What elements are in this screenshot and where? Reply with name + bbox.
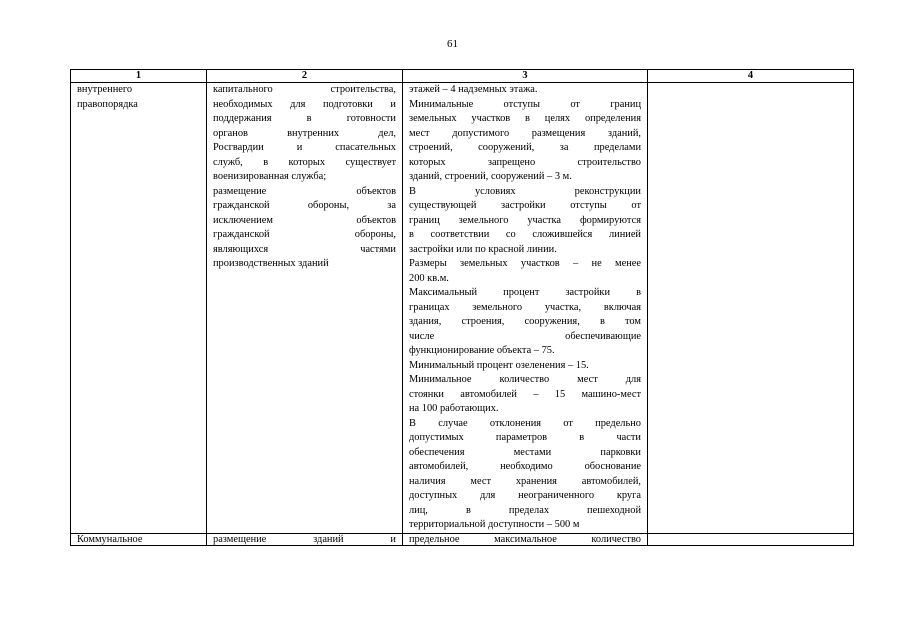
parameter-line: автомобилей, необходимо обоснование — [409, 461, 641, 472]
description-line: Росгвардии и спасательных — [213, 142, 396, 153]
use-type-line: внутреннего — [77, 84, 133, 95]
description-line: размещение объектов — [213, 185, 396, 197]
table-row — [71, 533, 854, 545]
parameter-line: предельное максимальное количество — [409, 533, 641, 545]
parameter-line: наличия мест хранения автомобилей, — [409, 475, 641, 487]
cell-parameters — [403, 83, 648, 534]
table-header-row — [71, 70, 854, 83]
page-number: 61 — [447, 38, 458, 50]
parameter-line: допустимых параметров в части — [409, 432, 641, 443]
description-line: органов внутренних дел, — [213, 127, 396, 139]
description-line: гражданской обороны, за — [213, 200, 396, 211]
description-line: поддержания в готовности — [213, 113, 396, 124]
parameter-line: В условиях реконструкции — [409, 185, 641, 197]
description-line: исключением объектов — [213, 214, 396, 226]
cell-description — [207, 533, 403, 545]
parameter-line: Максимальный процент застройки в — [409, 287, 641, 298]
parameter-line: в соответствии со сложившейся линией — [409, 229, 641, 240]
parameter-line: строений, сооружений, за пределами — [409, 142, 641, 153]
parameter-line: обеспечения местами парковки — [409, 446, 641, 458]
parameter-line: Размеры земельных участков – не менее — [409, 258, 641, 269]
parameter-line: В случае отклонения от предельно — [409, 417, 641, 429]
use-type-line: правопорядка — [77, 98, 138, 110]
column-header-2: 2 — [207, 70, 403, 83]
parameter-line: Минимальное количество мест для — [409, 374, 641, 385]
description-line: военизированная служба; — [213, 171, 327, 182]
parameter-line: границ земельного участка формируются — [409, 214, 641, 226]
cell-notes — [648, 83, 854, 534]
cell-parameters — [403, 533, 648, 545]
parameter-line: земельных участков в целях определения — [409, 113, 641, 124]
cell-use-type — [71, 533, 207, 545]
column-header-1: 1 — [71, 70, 207, 83]
description-line: необходимых для подготовки и — [213, 98, 396, 110]
description-line: производственных зданий — [213, 258, 329, 269]
description-line: размещение зданий и — [213, 533, 396, 545]
parameter-line: территориальной доступности – 500 м — [409, 519, 580, 530]
parameter-line: зданий, строений, сооружений – 3 м. — [409, 171, 572, 182]
parameter-line: доступных для неограниченного круга — [409, 490, 641, 501]
land-use-table — [70, 69, 854, 546]
parameter-line: застройки или по красной линии. — [409, 243, 557, 255]
parameter-line: границах земельного участка, включая — [409, 301, 641, 313]
cell-description — [207, 83, 403, 534]
parameter-line: мест допустимого размещения зданий, — [409, 127, 641, 139]
parameter-line: числе обеспечивающие — [409, 330, 641, 342]
description-line: гражданской обороны, — [213, 229, 396, 240]
parameter-line: здания, строения, сооружения, в том — [409, 316, 641, 327]
parameter-line: на 100 работающих. — [409, 403, 499, 414]
cell-notes — [648, 533, 854, 545]
description-line: капитального строительства, — [213, 84, 396, 95]
parameter-line: функционирование объекта – 75. — [409, 345, 555, 356]
use-type-text: Коммунальное — [77, 533, 143, 545]
cell-use-type — [71, 83, 207, 534]
parameter-line: существующей застройки отступы от — [409, 200, 641, 211]
parameter-line: стоянки автомобилей – 15 машино-мест — [409, 388, 641, 400]
parameter-line: 200 кв.м. — [409, 272, 449, 284]
table-row — [71, 83, 854, 534]
parameter-line: Минимальный процент озеленения – 15. — [409, 359, 589, 371]
parameter-line: этажей – 4 надземных этажа. — [409, 84, 538, 95]
column-header-4: 4 — [648, 70, 854, 83]
column-header-3: 3 — [403, 70, 648, 83]
description-line: служб, в которых существует — [213, 156, 396, 168]
parameter-line: Минимальные отступы от границ — [409, 98, 641, 110]
description-line: являющихся частями — [213, 243, 396, 255]
parameter-line: лиц, в пределах пешеходной — [409, 504, 641, 516]
parameter-line: которых запрещено строительство — [409, 156, 641, 168]
